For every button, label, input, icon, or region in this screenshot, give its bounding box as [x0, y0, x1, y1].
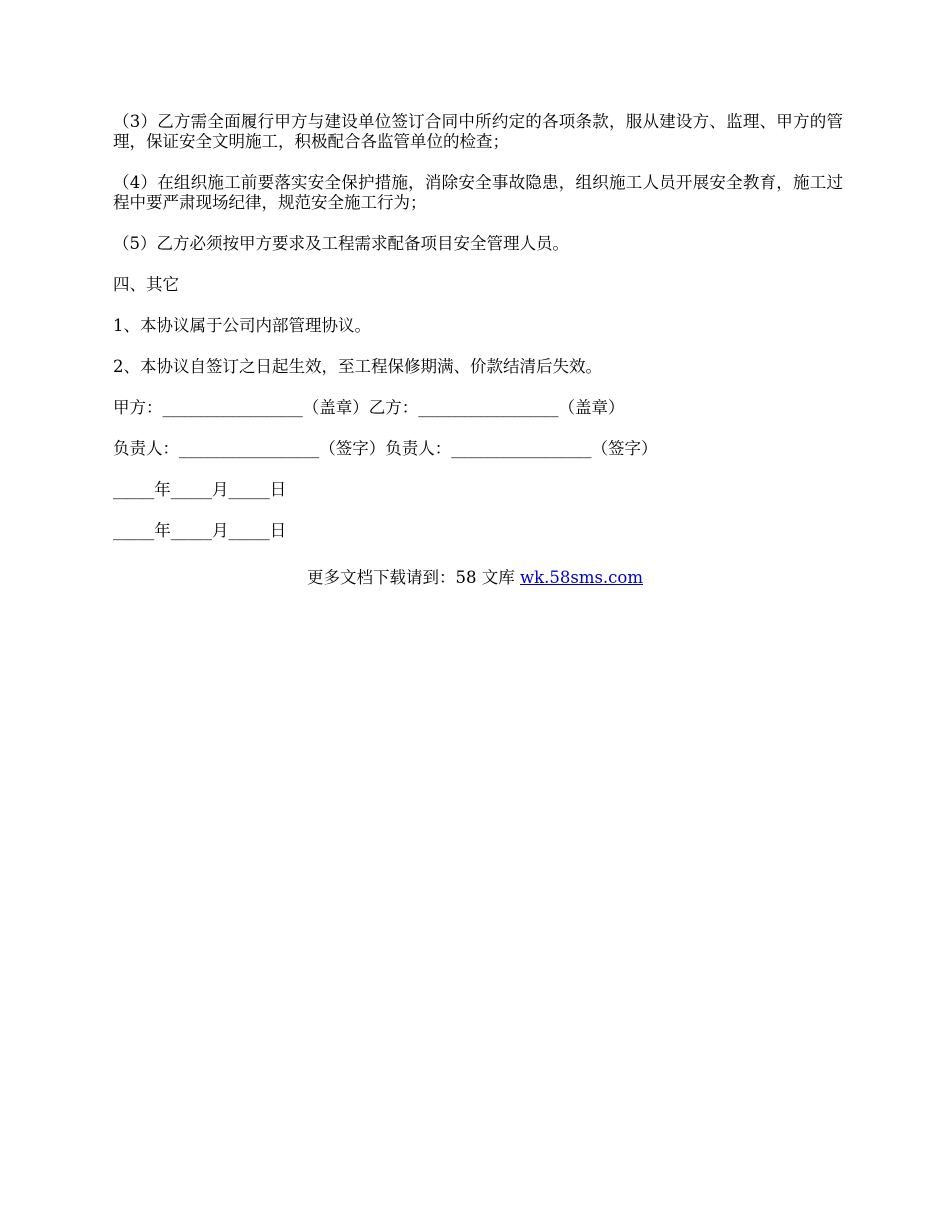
footer-link[interactable]: wk.58sms.com	[519, 568, 643, 587]
document-body	[113, 112, 843, 562]
section-heading-other: 四、其它	[113, 275, 179, 294]
clause-3: （3）乙方需全面履行甲方与建设单位签订合同中所约定的各项条款，服从建设方、监理、甲方的管理，保证安全文明施工，积极配合各监管单位的检查；	[113, 112, 843, 151]
other-item-1: 1、本协议属于公司内部管理协议。	[113, 316, 371, 335]
signature-parties-line: 甲方：_________________（盖章）乙方：_________________（盖章）	[113, 398, 625, 417]
download-footer	[0, 567, 950, 589]
clause-4: （4）在组织施工前要落实安全保护措施，消除安全事故隐患，组织施工人员开展安全教育，施工过程中要严肃现场纪律，规范安全施工行为；	[113, 173, 843, 212]
footer-text: 更多文档下载请到：58 文库	[306, 568, 520, 587]
clause-5: （5）乙方必须按甲方要求及工程需求配备项目安全管理人员。	[113, 234, 569, 253]
other-item-2: 2、本协议自签订之日起生效，至工程保修期满、价款结清后失效。	[113, 357, 602, 376]
date-line-2: _____年_____月_____日	[113, 521, 287, 540]
date-line-1: _____年_____月_____日	[113, 480, 287, 499]
signature-responsible-line: 负责人：_________________（签字）负责人：_________________（签字）	[113, 439, 658, 458]
